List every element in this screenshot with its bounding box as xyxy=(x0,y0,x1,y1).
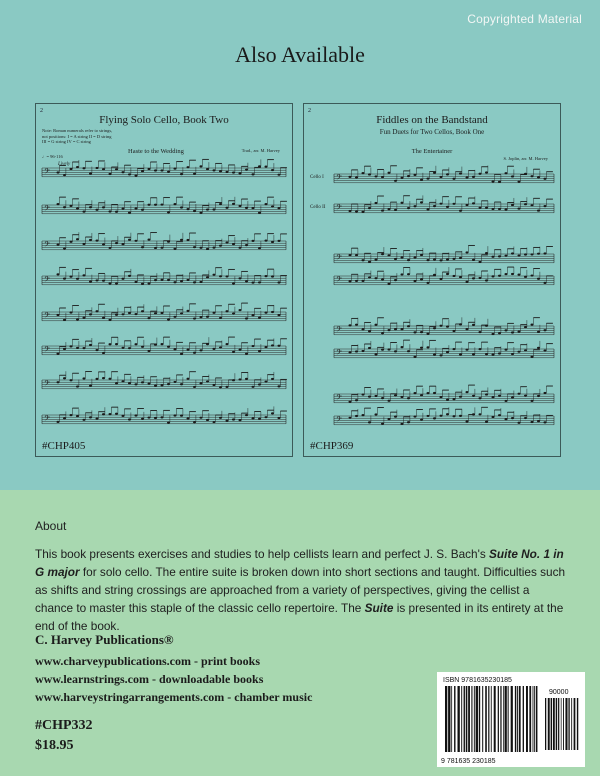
sheet-music-notation xyxy=(304,104,560,456)
barcode-bars xyxy=(445,686,537,752)
price: $18.95 xyxy=(35,738,74,753)
page-number: 2 xyxy=(40,108,43,114)
isbn-barcode xyxy=(437,672,585,767)
staff-group xyxy=(42,159,287,425)
publisher-name: C. Harvey Publications® xyxy=(35,632,174,647)
arranger-credit: Trad., arr. M. Harvey xyxy=(241,148,280,153)
price-code: 90000 xyxy=(549,689,569,696)
staff-group xyxy=(334,166,554,426)
book-code: #CHP405 xyxy=(42,440,86,452)
book-subtitle: Fun Duets for Two Cellos, Book One xyxy=(379,128,485,136)
svg-text:𝄢: 𝄢 xyxy=(336,204,342,214)
addon-bars xyxy=(545,698,578,750)
book-preview-flying-solo[interactable] xyxy=(35,103,293,457)
isbn-label: ISBN 9781635230185 xyxy=(443,677,512,684)
svg-text:𝄢: 𝄢 xyxy=(336,254,342,264)
catalog-number: #CHP332 xyxy=(35,718,93,733)
string-note: Note: Roman numerals refer to strings, not positions: I = A string II = D string III = G string IV = C string xyxy=(42,128,113,144)
ean-digits: 9 781635 230185 xyxy=(441,758,496,765)
part-label: Cello I xyxy=(310,175,324,180)
book-title: Flying Solo Cello, Book Two xyxy=(99,114,229,126)
website-link-downloads[interactable]: www.learnstrings.com - downloadable books xyxy=(35,672,264,686)
tempo-mark: ♩= 96-116 xyxy=(42,154,63,159)
svg-text:𝄢: 𝄢 xyxy=(336,349,342,359)
work-title: Suite No. 1 in G major xyxy=(35,547,564,579)
svg-text:𝄢: 𝄢 xyxy=(44,312,50,322)
svg-text:𝄢: 𝄢 xyxy=(44,276,50,286)
svg-text:𝄢: 𝄢 xyxy=(336,394,342,404)
arranger-credit: S. Joplin, arr. M. Harvey xyxy=(503,156,548,161)
copyright-watermark: Copyrighted Material xyxy=(467,12,582,26)
piece-title: Haste to the Wedding xyxy=(128,148,184,155)
svg-text:𝄢: 𝄢 xyxy=(336,416,342,426)
barcode-graphic xyxy=(437,672,585,767)
about-heading: About xyxy=(35,519,67,533)
book-title: Fiddles on the Bandstand xyxy=(376,114,488,126)
book-preview-fiddles[interactable] xyxy=(303,103,561,457)
also-available-heading: Also Available xyxy=(235,42,365,67)
part-label: Cello II xyxy=(310,205,326,210)
svg-text:𝄢: 𝄢 xyxy=(44,346,50,356)
svg-text:𝄢: 𝄢 xyxy=(336,174,342,184)
page-number: 2 xyxy=(308,108,311,114)
website-link-chamber[interactable]: www.harveystringarrangements.com - chamber music xyxy=(35,690,313,704)
svg-text:𝄢: 𝄢 xyxy=(336,276,342,286)
svg-text:𝄢: 𝄢 xyxy=(44,168,50,178)
sheet-music-notation xyxy=(36,104,292,456)
website-link-print[interactable]: www.charveypublications.com - print books xyxy=(35,654,261,668)
svg-text:𝄢: 𝄢 xyxy=(44,380,50,390)
expression-mark: Lively xyxy=(58,162,71,167)
svg-text:𝄢: 𝄢 xyxy=(44,241,50,251)
svg-text:𝄢: 𝄢 xyxy=(44,415,50,425)
book-code: #CHP369 xyxy=(310,440,354,452)
piece-title: The Entertainer xyxy=(411,148,453,155)
work-title: Suite xyxy=(364,601,394,615)
about-description: This book presents exercises and studies to help cellists learn and perfect J. S. Bach's Suite No. 1 in G major for solo cello. The entire suite is broken down into short sections and taught. Difficulties such as shifts and string crossings are approached from a variety of perspectives, giving the cellist a chance to master this staple of the classic cello repertoire. The Suite is presented in its entirety at the end of the book. xyxy=(35,547,566,633)
svg-text:𝄢: 𝄢 xyxy=(336,326,342,336)
svg-text:𝄢: 𝄢 xyxy=(44,205,50,215)
